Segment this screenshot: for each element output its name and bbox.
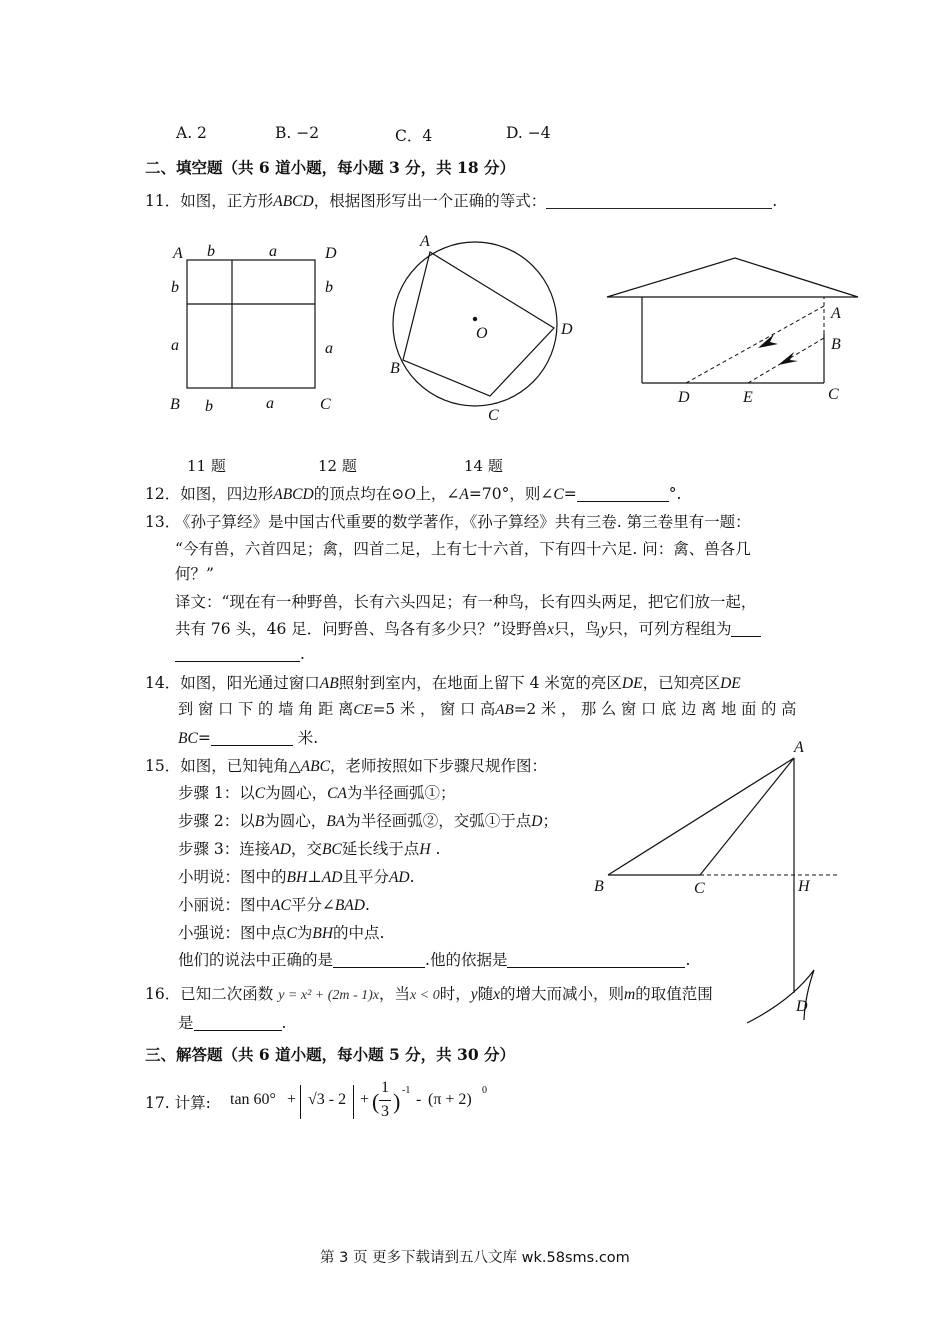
q16-m: m — [624, 986, 636, 1003]
fig14-label-D: D — [678, 389, 690, 406]
option-b: B. −2 — [275, 124, 320, 142]
q12-number: 12． — [145, 485, 181, 503]
q15-m2bad: BAD — [334, 897, 365, 914]
q14-ce: CE — [353, 701, 373, 718]
question-16-line2 — [178, 1011, 286, 1033]
q15-m3d: 的中点. — [333, 924, 385, 942]
q15-s2d: 为半径画弧②，交弧①于点 — [345, 812, 532, 830]
fig11-label-B: B — [170, 396, 180, 413]
q14-l1c: ，已知亮区 — [642, 674, 721, 692]
q15-s1a: 步骤 1：以 — [178, 784, 255, 802]
q15-last-c: . — [685, 951, 691, 969]
q14-answer-blank[interactable] — [211, 729, 293, 746]
q15-s3c: 延长线于点 — [341, 840, 420, 858]
fig11-label-C: C — [320, 396, 331, 413]
q15-s3bc: BC — [321, 841, 342, 858]
q15-s1c: C — [254, 785, 266, 802]
fig11-top-a: a — [269, 243, 277, 260]
fig12-label-C: C — [488, 407, 499, 424]
q15-abc: ABC — [300, 758, 330, 775]
fig14-label-E: E — [743, 389, 753, 406]
q15-m2b: 平分∠ — [290, 896, 335, 914]
fig15-label-A: A — [794, 739, 804, 756]
q15-m1b: ⊥ — [307, 868, 322, 886]
q17-exp-neg1: -1 — [402, 1085, 411, 1096]
q14-bc: BC — [178, 730, 198, 747]
q15-s3h: H — [419, 841, 431, 858]
question-14-line2 — [178, 698, 796, 719]
fig12-label-B: B — [390, 360, 400, 377]
question-16-line1 — [145, 982, 713, 1004]
fig15-label-C: C — [694, 880, 705, 897]
caption-14: 14 题 — [464, 457, 503, 475]
figure-14 — [600, 250, 860, 410]
q13-line5c: 只，可列方程组为 — [607, 620, 732, 638]
q15-last-b: .他的依据是 — [425, 951, 508, 969]
fig11-label-D: D — [325, 245, 337, 262]
q15-s2e: ； — [542, 812, 558, 830]
q15-m2ac: AC — [271, 897, 291, 914]
q15-s3b: ，交 — [290, 840, 322, 858]
option-d: D. −4 — [506, 124, 551, 142]
q12-t1: 如图，四边形 — [180, 485, 274, 503]
q15-s1d: 为半径画弧①； — [346, 784, 456, 802]
option-a: A. 2 — [176, 124, 207, 142]
q11-text2: ，根据图形写出一个正确的等式： — [313, 192, 547, 210]
caption-11: 11 题 — [187, 457, 226, 475]
q11-number: 11． — [145, 192, 181, 210]
q13-answer-blank-2[interactable] — [175, 645, 300, 662]
q13-x: x — [547, 621, 555, 638]
q14-number: 14． — [145, 674, 181, 692]
q15-m1c: 且平分 — [342, 868, 389, 886]
q12-c: C — [553, 486, 564, 503]
q14-l3c: 米. — [292, 729, 319, 747]
q13-y: y — [600, 621, 608, 638]
q14-ab: AB — [319, 675, 339, 692]
page-footer: 第 3 页 更多下载请到五八文库 wk.58sms.com — [320, 1250, 630, 1266]
fig11-right-b: b — [325, 279, 333, 296]
q12-end: °. — [668, 485, 682, 503]
fig15-label-H: H — [798, 878, 810, 895]
fig11-left-a: a — [171, 337, 179, 354]
q15-m1bh: BH — [286, 869, 308, 886]
caption-12: 12 题 — [318, 457, 357, 475]
q17-lparen: ( — [372, 1089, 380, 1114]
q16-number: 16． — [145, 985, 181, 1003]
q14-ab2: AB — [495, 701, 514, 718]
q15-m3b: 为 — [296, 924, 313, 942]
q15-s3d: . — [430, 840, 441, 858]
q13-line5b: 只，鸟 — [554, 620, 601, 638]
q17-exp-0: 0 — [482, 1085, 487, 1096]
q12-t2: 的顶点均在⊙ — [313, 485, 405, 503]
q17-abs-left — [300, 1085, 303, 1119]
q16-t3: 时， — [439, 985, 471, 1003]
q14-l3b: = — [197, 729, 211, 747]
q16-y: y — [470, 986, 478, 1003]
q15-m3c: C — [286, 925, 297, 942]
q15-m1ad2: AD — [388, 869, 410, 886]
fig11-label-A: A — [173, 245, 183, 262]
q16-formula: y = x² + (2m - 1)x — [278, 988, 380, 1003]
q16-t1: 已知二次函数 — [180, 985, 274, 1003]
q17-paren: (π + 2) — [428, 1091, 472, 1108]
q15-m3a: 小强说：图中点 — [178, 924, 287, 942]
q13-line2: “今有兽，六首四足；禽，四首二足，上有七十六首，下有四十六足. 问：禽、兽各几 — [175, 540, 751, 558]
q16-t7: 是 — [178, 1014, 194, 1032]
question-14-line3 — [178, 726, 318, 748]
fig15-label-D: D — [796, 998, 808, 1015]
q16-x: x — [493, 986, 501, 1003]
fig11-bottom-b: b — [205, 398, 213, 415]
q15-s2D: D — [531, 813, 543, 830]
q15-l1b: ，老师按照如下步骤尺规作图： — [329, 757, 547, 775]
fig14-label-A: A — [831, 305, 841, 322]
q15-m1d: . — [409, 868, 415, 886]
fig14-label-B: B — [831, 336, 841, 353]
q15-s2c: 为圆心， — [264, 812, 327, 830]
q13-line4: 译文：“现在有一种野兽，长有六头四足；有一种鸟，长有四头两足，把它们放一起， — [175, 593, 757, 611]
q11-answer-blank[interactable] — [546, 192, 772, 209]
q13-line3: 何？” — [175, 565, 214, 583]
q17-number: 17. 计算: — [145, 1094, 211, 1112]
q17-frac-bar — [379, 1100, 391, 1101]
fig15-label-B: B — [594, 878, 604, 895]
q15-step1 — [178, 781, 455, 803]
q12-abcd: ABCD — [273, 486, 314, 503]
q15-m2c: . — [364, 896, 370, 914]
q15-ming — [178, 865, 415, 887]
q15-last-a: 他们的说法中正确的是 — [178, 951, 334, 969]
q13-line1: 《孙子算经》是中国古代重要的数学著作，《孙子算经》共有三卷. 第三卷里有一题： — [175, 513, 751, 531]
question-11 — [145, 189, 777, 211]
q16-t4: 随 — [477, 985, 494, 1003]
fig11-left-b: b — [171, 279, 179, 296]
q15-number: 15． — [145, 757, 181, 775]
q17-plus-1: + — [287, 1091, 297, 1108]
q16-answer-blank[interactable] — [194, 1014, 282, 1031]
q13-end: . — [300, 645, 305, 663]
q12-t3: 上，∠ — [415, 485, 460, 503]
q16-t2: ，当 — [379, 985, 411, 1003]
q15-s2a: 步骤 2：以 — [178, 812, 255, 830]
q17-rparen: ) — [393, 1089, 401, 1114]
q15-s2ba: BA — [326, 813, 346, 830]
question-12 — [145, 482, 681, 504]
q13-line5a: 共有 76 头，46 足．问野兽、鸟各有多少只？”设野兽 — [175, 620, 548, 638]
q14-l2a: 到 窗 口 下 的 墙 角 距 离 — [178, 700, 354, 718]
q15-s2b: B — [254, 813, 265, 830]
q16-condition: x < 0 — [410, 988, 440, 1003]
fig11-right-a: a — [325, 340, 333, 357]
section-2-title: 二、填空题（共 6 道小题，每小题 3 分，共 18 分） — [145, 158, 516, 177]
q15-m1ad: AD — [321, 869, 343, 886]
q16-t5: 的增大而减小，则 — [500, 985, 625, 1003]
q15-m3bh: BH — [312, 925, 334, 942]
q15-l1: 如图，已知钝角△ — [180, 757, 301, 775]
q17-abs-content: √3 - 2 — [308, 1091, 347, 1108]
q11-text: 如图，正方形 — [180, 192, 274, 210]
fig11-bottom-a: a — [266, 395, 274, 412]
q12-a: A — [459, 486, 469, 503]
fig12-label-A: A — [420, 233, 430, 250]
q17-abs-right — [353, 1085, 356, 1119]
q15-qiang — [178, 921, 384, 943]
q12-o: O — [404, 486, 416, 503]
q12-t5: = — [563, 485, 577, 503]
q15-m1a: 小明说：图中的 — [178, 868, 287, 886]
q14-l1a: 如图，阳光通过窗口 — [180, 674, 320, 692]
q13-number: 13． — [145, 513, 181, 531]
figure-12 — [380, 230, 580, 430]
q14-l2c: =2 米 ， 那 么 窗 口 底 边 离 地 面 的 高 — [513, 700, 797, 718]
q14-l2b: =5 米 ， 窗 口 高 — [372, 700, 496, 718]
q14-de: DE — [621, 675, 643, 692]
q16-end: . — [281, 1014, 287, 1032]
q15-answer-blank-1[interactable] — [333, 951, 425, 968]
q11-abcd: ABCD — [273, 193, 314, 210]
q14-de2: DE — [720, 675, 741, 692]
q15-s3a: 步骤 3：连接 — [178, 840, 271, 858]
q15-li — [178, 893, 370, 915]
q15-s1ca: CA — [327, 785, 347, 802]
q17-tan: tan 60° — [230, 1091, 276, 1108]
q17-minus: - — [416, 1091, 422, 1108]
option-c: C．4 — [395, 127, 433, 145]
q15-s1b: 为圆心， — [265, 784, 328, 802]
q15-s3ad: AD — [270, 841, 291, 858]
fig11-top-b: b — [207, 243, 215, 260]
fig14-label-C: C — [828, 386, 839, 403]
q15-m2a: 小丽说：图中 — [178, 896, 272, 914]
question-14-line1 — [145, 671, 741, 693]
q12-answer-blank[interactable] — [577, 485, 669, 502]
fig12-label-O: O — [476, 325, 488, 342]
q17-frac-den: 3 — [381, 1103, 389, 1120]
q13-answer-blank-1[interactable] — [731, 620, 761, 637]
figure-11 — [165, 240, 355, 430]
q14-l1b: 照射到室内，在地面上留下 4 米宽的亮区 — [338, 674, 622, 692]
q12-t4: =70°，则∠ — [468, 485, 554, 503]
q16-t6: 的取值范围 — [635, 985, 713, 1003]
q15-step2 — [178, 809, 558, 831]
q17-frac-num: 1 — [381, 1079, 389, 1096]
question-15-line1 — [145, 754, 547, 776]
q11-end: . — [772, 192, 778, 210]
section-3-title: 三、解答题（共 6 道小题，每小题 5 分，共 30 分） — [145, 1045, 516, 1064]
q13-line6 — [175, 645, 305, 663]
q13-line5 — [175, 617, 761, 639]
q15-step3 — [178, 837, 440, 859]
fig12-label-D: D — [561, 321, 573, 338]
q17-plus-2: + — [360, 1091, 370, 1108]
